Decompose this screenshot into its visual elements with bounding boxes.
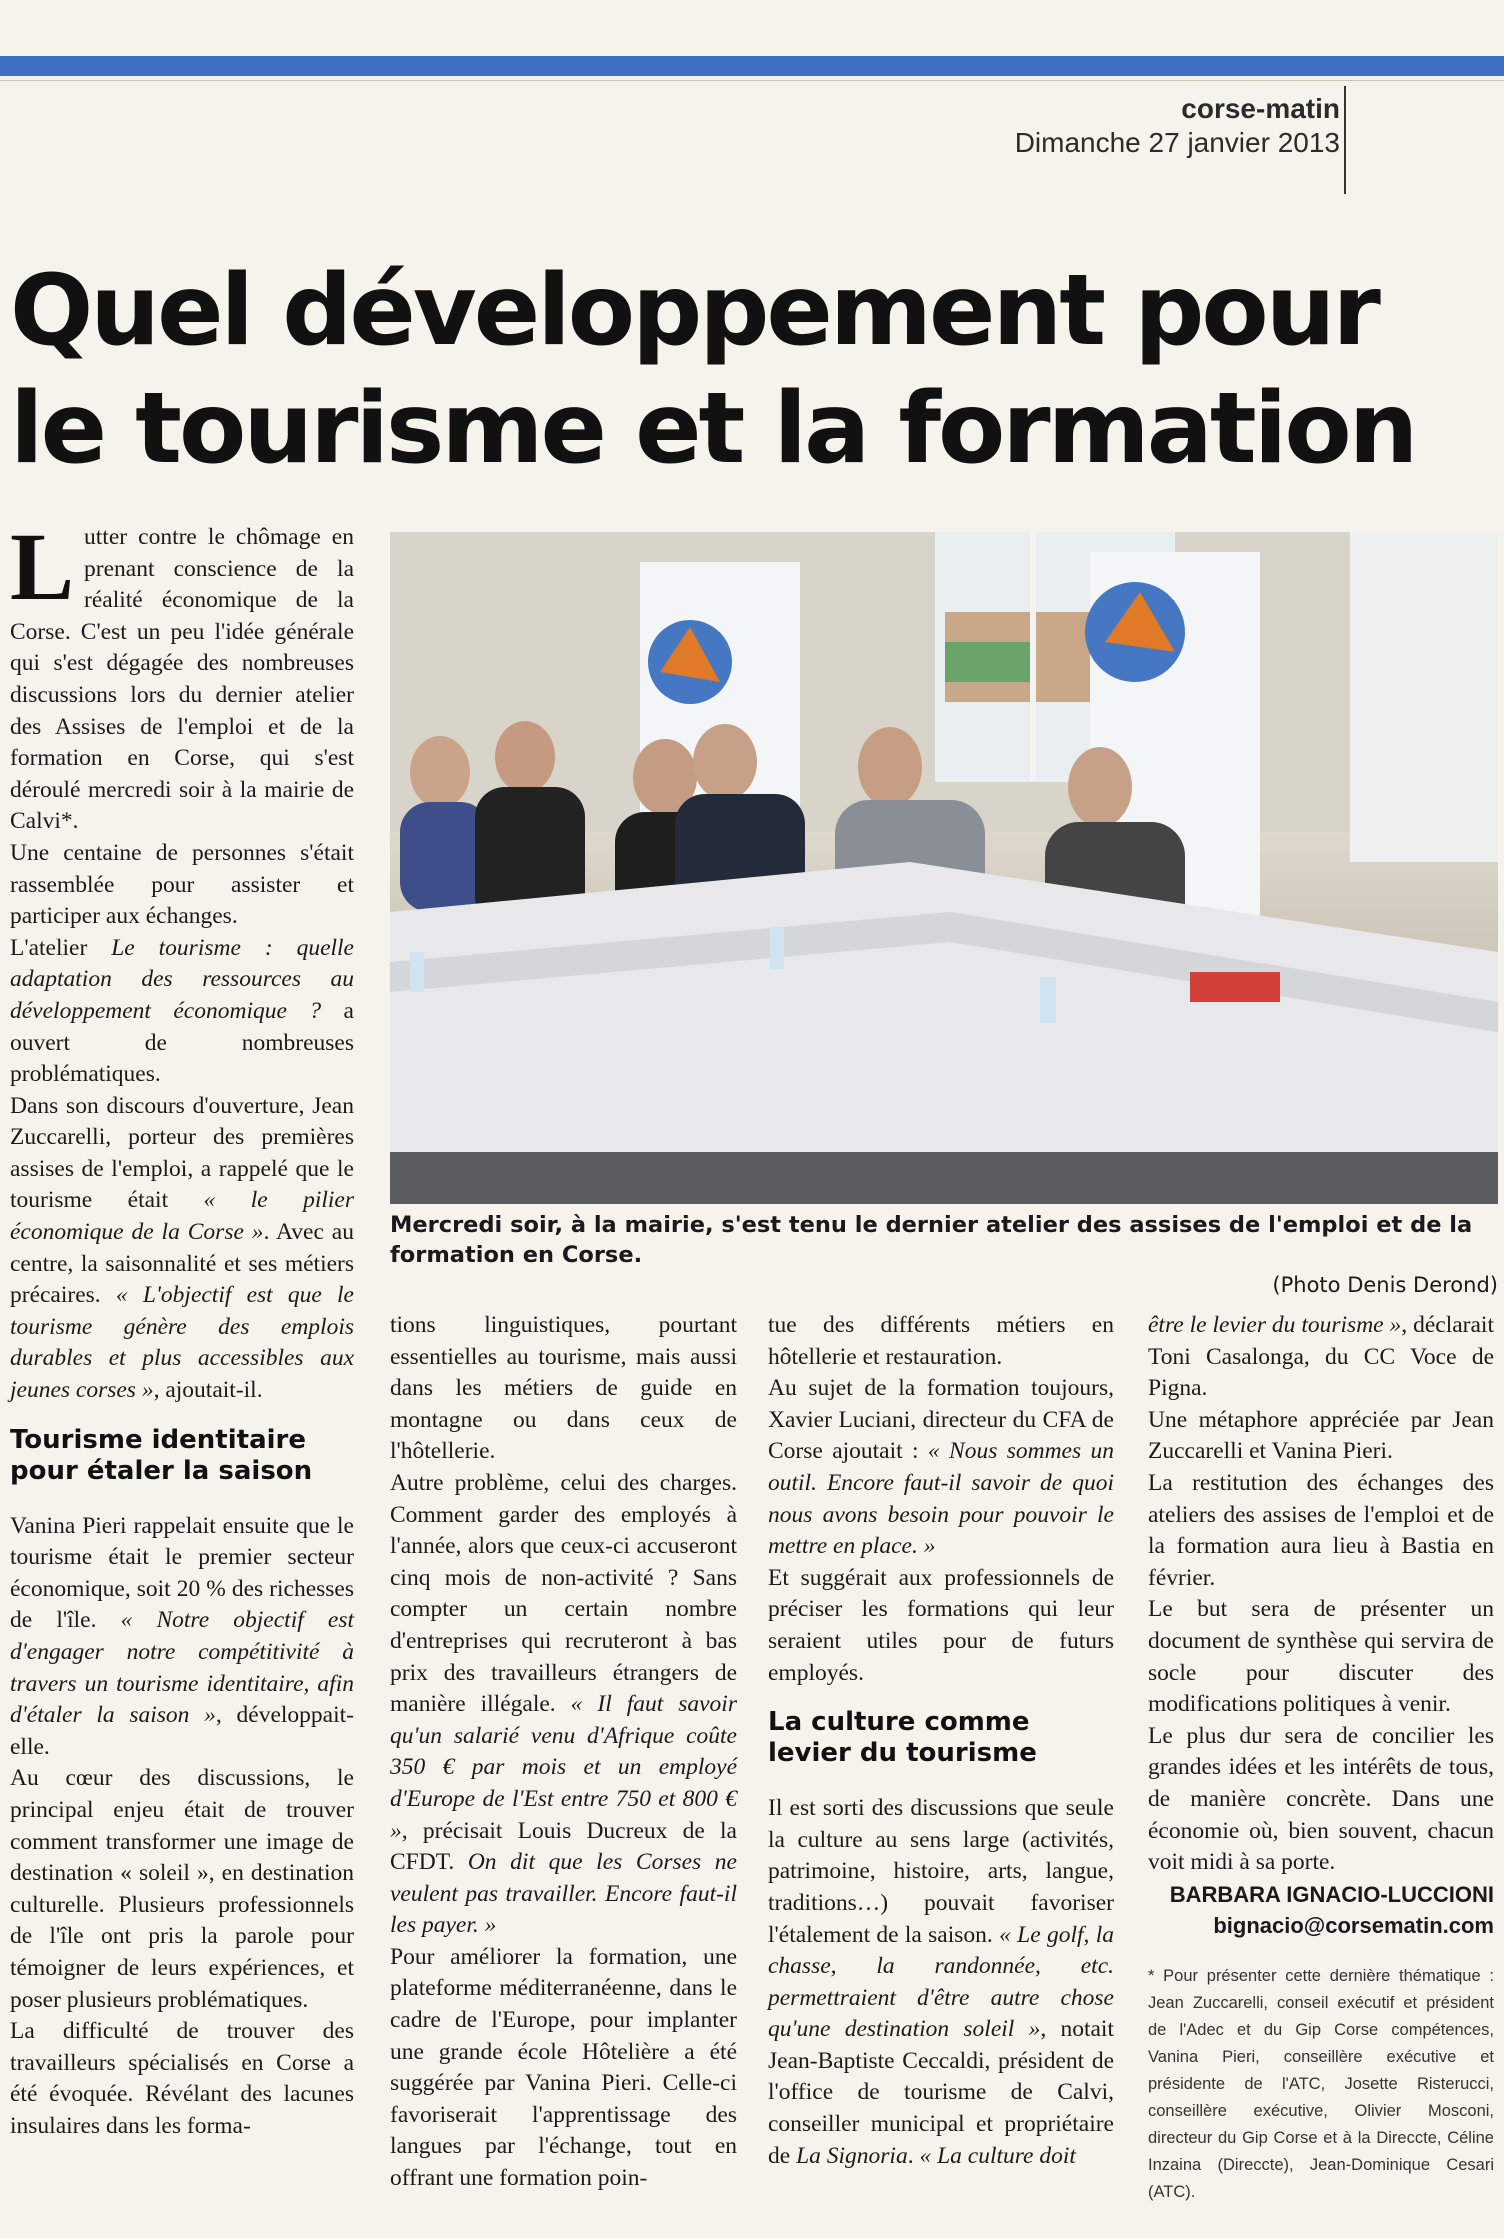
paragraph: Au cœur des discussions, le principal enjeu était de trouver comment transformer une image de destination « soleil », en destination culturelle. Plusieurs professionnels de l'île ont pris la parole pour témoigner de leurs expériences, et poser plusieurs problématiques. xyxy=(10,1765,354,2013)
paragraph: Le but sera de présenter un document de synthèse qui servira de socle pour discuter des modifications politiques à venir. xyxy=(1148,1596,1494,1718)
paragraph: Dans son discours d'ouverture, Jean Zuccarelli, porteur des premières assises de l'emploi, a rappelé que le tourisme était « le pilier économique de la Corse ». Avec au centre, la saisonnalité et ses métiers précaires. « L'objectif est que le tourisme génère des emplois durables et plus accessibles aux jeunes corses », ajoutait-il. xyxy=(10,1092,354,1404)
paragraph: Il est sorti des discussions que seule la culture au sens large (activités, patrimoine, histoire, arts, langue, traditions…) pouvait favoriser l'étalement de la saison. « Le golf, la chasse, la randonnée, etc. permettraient d'être autre chose qu'une destination soleil », notait Jean-Baptiste Ceccaldi, président de l'office de tourisme de Calvi, conseiller municipal et propriétaire de La Signoria. « La culture doit xyxy=(768,1795,1114,2169)
masthead-divider xyxy=(1344,86,1346,194)
author-email: bignacio@corsematin.com xyxy=(1213,1912,1494,1938)
drop-cap: L xyxy=(10,513,75,620)
paragraph: Une métaphore appréciée par Jean Zuccarelli et Vanina Pieri. xyxy=(1148,1406,1494,1465)
paragraph: Et suggérait aux professionnels de préciser les formations qui leur seraient utiles pour de futurs employés. xyxy=(768,1564,1114,1686)
photo-caption: Mercredi soir, à la mairie, s'est tenu le dernier atelier des assises de l'emploi et de la formation en Corse. (Photo Denis Derond) xyxy=(390,1210,1498,1300)
article-photo xyxy=(390,532,1498,1204)
headline: Quel développement pour le tourisme et la formation xyxy=(10,254,1416,486)
paragraph: Autre problème, celui des charges. Comment garder des employés à l'année, alors que ceux-ci accuseront cinq mois de non-activité ? Sans compter un certain nombre d'entreprises qui recruteront à bas prix des travailleurs étrangers de manière illégale. « Il faut savoir qu'un salarié venu d'Afrique coûte 350 € par mois et un employé d'Europe de l'Est entre 750 et 800 € », précisait Louis Ducreux de la CFDT. On dit que les Corses ne veulent pas travailler. Encore faut-il les payer. » xyxy=(390,1469,737,1939)
subheading-culture: La culture comme levier du tourisme xyxy=(768,1707,1037,1769)
article-column-1 xyxy=(10,513,354,2143)
subheading-tourisme-identitaire: Tourisme identitaire pour étaler la saison xyxy=(10,1424,313,1486)
article-column-2 xyxy=(390,1310,737,2195)
masthead xyxy=(1015,92,1340,160)
photo-credit: (Photo Denis Derond) xyxy=(1272,1273,1498,1297)
paragraph: tue des différents métiers en hôtellerie et restauration. xyxy=(768,1312,1114,1370)
article-column-3 xyxy=(768,1310,1114,2172)
paragraph: Pour améliorer la formation, une plateforme méditerranéenne, dans le cadre de l'Europe, pour implanter une grande école Hôtelière a été suggérée par Vanina Pieri. Celle-ci favoriserait l'apprentissage des langues par l'échange, tout en offrant une formation poin- xyxy=(390,1943,737,2192)
publication-date: Dimanche 27 janvier 2013 xyxy=(1014,127,1340,158)
publication-name: corse-matin xyxy=(1181,93,1340,124)
lead-paragraph: Lutter contre le chômage en prenant conscience de la réalité économique de la Corse. C'est un peu l'idée générale qui s'est dégagée des nombreuses discussions lors du dernier atelier des Assises de l'emploi et de la formation en Corse, qui s'est déroulé mercredi soir à la mairie de Calvi*. xyxy=(10,513,354,835)
footnote: * Pour présenter cette dernière thématique : Jean Zuccarelli, conseil exécutif et président de l'Adec et du Gip Corse compétences, Vanina Pieri, conseillère exécutive et présidente de l'ATC, Josette Risterucci, conseillère exécutive, Olivier Mosconi, directeur du Gip Corse et à la Direccte, Céline Inzaina (Direccte), Jean-Dominique Cesari (ATC). xyxy=(1148,1966,1494,2201)
paragraph: La restitution des échanges des ateliers des assises de l'emploi et de la formation aura lieu à Bastia en février. xyxy=(1148,1469,1494,1591)
author-name: BARBARA IGNACIO-LUCCIONI xyxy=(1169,1881,1494,1907)
paragraph: être le levier du tourisme », déclarait Toni Casalonga, du CC Voce de Pigna. xyxy=(1148,1312,1494,1402)
top-color-bar xyxy=(0,56,1504,76)
paragraph: Au sujet de la formation toujours, Xavier Luciani, directeur du CFA de Corse ajoutait : « Nous sommes un outil. Encore faut-il savoir de quoi nous avons besoin pour pouvoir le mettre en place. » xyxy=(768,1375,1114,1560)
meeting-photo-illustration xyxy=(390,532,1498,1204)
paragraph: L'atelier Le tourisme : quelle adaptation des ressources au développement économique ? a ouvert de nombreuses problématiques. xyxy=(10,934,354,1088)
article-column-4 xyxy=(1148,1310,1494,2206)
paragraph: tions linguistiques, pourtant essentielles au tourisme, mais aussi dans les métiers de guide en montagne ou dans ceux de l'hôtellerie. xyxy=(390,1312,737,1465)
paragraph: Une centaine de personnes s'était rassemblée pour assister et participer aux échanges. xyxy=(10,839,354,930)
paragraph: Le plus dur sera de concilier les grandes idées et les intérêts de tous, de manière concrète. Dans une économie où, bien souvent, chacun voit midi à sa porte. xyxy=(1148,1722,1494,1876)
paragraph: Vanina Pieri rappelait ensuite que le tourisme était le premier secteur économique, soit 20 % des richesses de l'île. « Notre objectif est d'engager notre compétitivité à travers un tourisme identitaire, afin d'étaler la saison », développait-elle. xyxy=(10,1512,354,1760)
paragraph: La difficulté de trouver des travailleurs spécialisés en Corse a été évoquée. Révélant des lacunes insulaires dans les forma- xyxy=(10,2018,354,2139)
top-rule xyxy=(0,80,1504,81)
